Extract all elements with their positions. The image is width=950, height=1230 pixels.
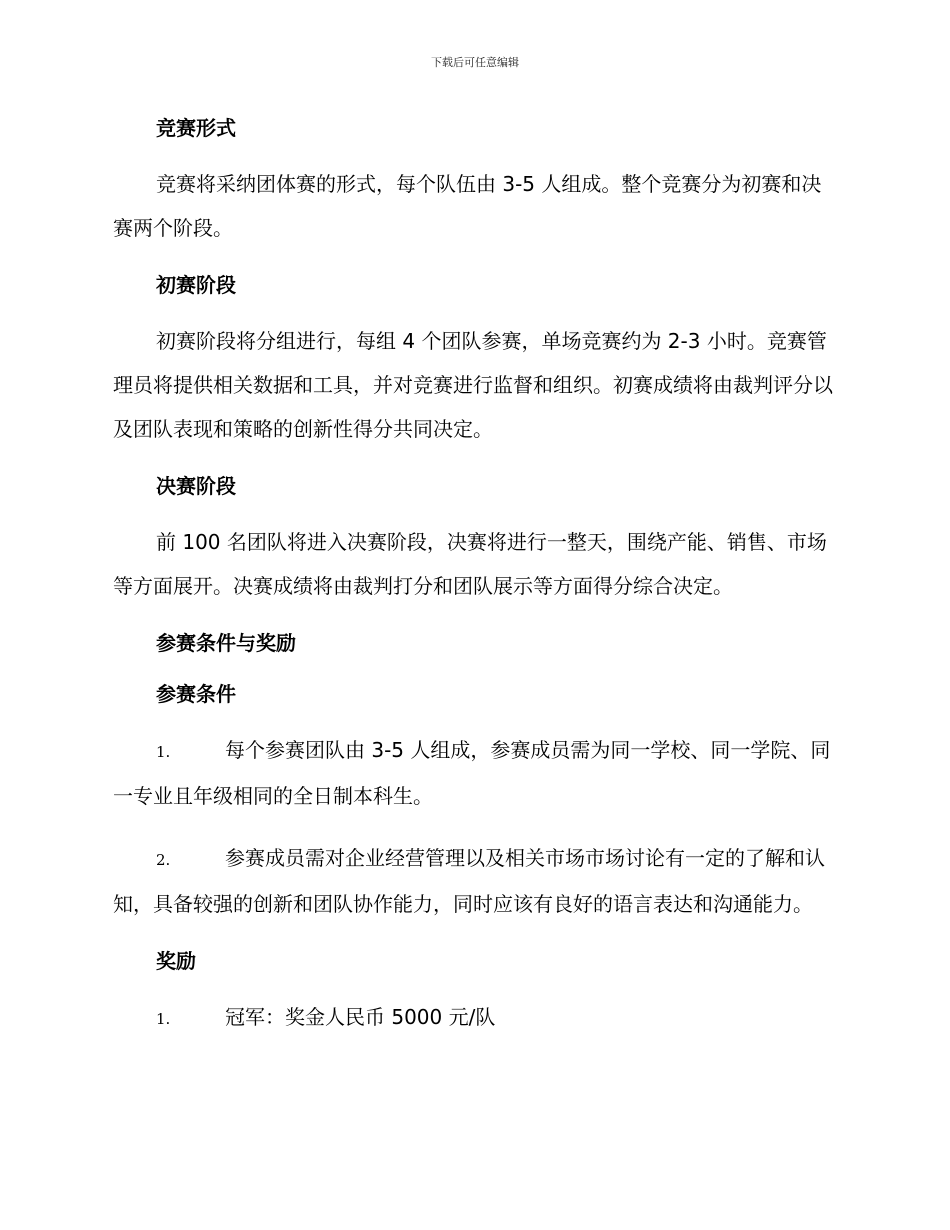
section-title-conditions-rewards: 参赛条件与奖励	[156, 631, 296, 655]
section-title-format: 竞赛形式	[156, 116, 236, 140]
paragraph-prelim: 初赛阶段将分组进行，每组 4 个团队参赛，单场竞赛约为 2-3 小时。竞赛管理员将提供相关数据和工具，并对竞赛进行监督和组织。初赛成绩将由裁判评分以及团队表现和策略的创新性得分共同决定。	[113, 329, 833, 441]
paragraph-format: 竞赛将采纳团体赛的形式，每个队伍由 3-5 人组成。整个竞赛分为初赛和决赛两个阶段。	[113, 172, 822, 240]
section-title-rewards: 奖励	[156, 949, 196, 973]
reward-item-1	[113, 995, 835, 1041]
list-number: 1.	[156, 743, 171, 761]
document-body	[113, 112, 835, 1041]
list-number: 1.	[156, 1010, 171, 1028]
paragraph-final: 前 100 名团队将进入决赛阶段，决赛将进行一整天，围绕产能、销售、市场等方面展开。决赛成绩将由裁判打分和团队展示等方面得分综合决定。	[113, 530, 827, 598]
list-text: 每个参赛团队由 3-5 人组成，参赛成员需为同一学校、同一学院、同一专业且年级相同的全日制本科生。	[113, 738, 831, 808]
page-header: 下载后可任意编辑	[431, 56, 519, 69]
condition-item-2	[113, 836, 835, 926]
condition-item-1	[113, 728, 835, 818]
list-text: 参赛成员需对企业经营管理以及相关市场市场讨论有一定的了解和认知，具备较强的创新和团队协作能力，同时应该有良好的语言表达和沟通能力。	[113, 846, 825, 916]
list-text: 冠军：奖金人民币 5000 元/队	[225, 1005, 496, 1029]
list-number: 2.	[156, 851, 171, 869]
section-title-conditions: 参赛条件	[156, 682, 236, 706]
section-title-final: 决赛阶段	[156, 474, 236, 498]
section-title-prelim: 初赛阶段	[156, 273, 236, 297]
